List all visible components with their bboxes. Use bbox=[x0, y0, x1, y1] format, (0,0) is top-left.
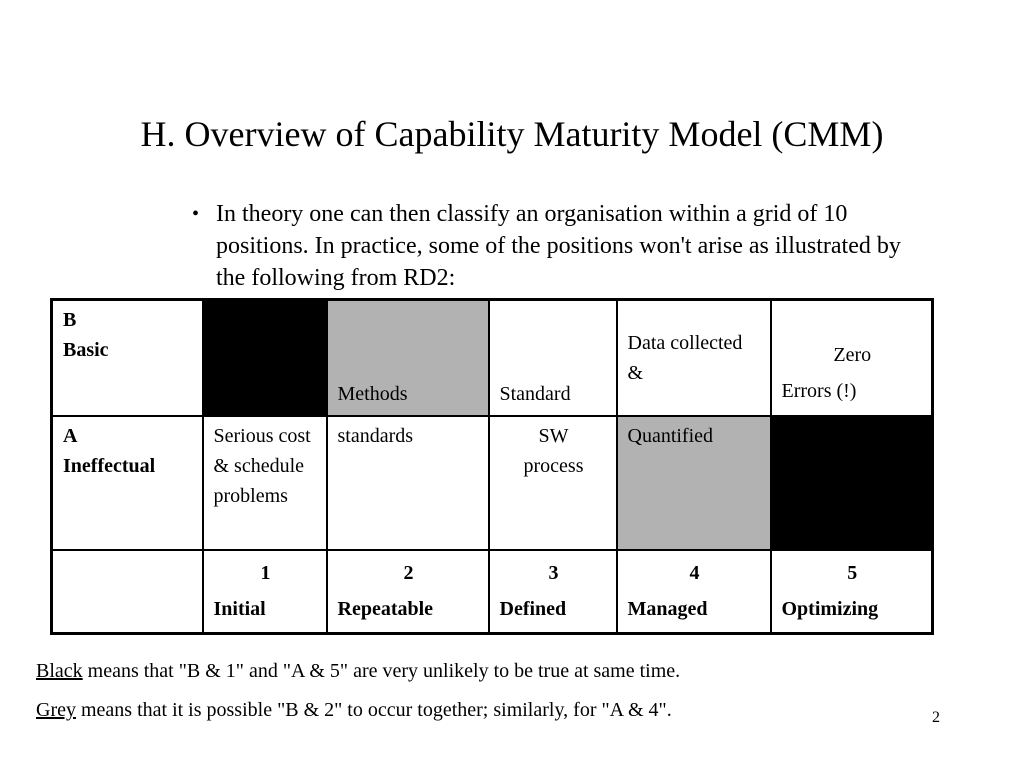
cell-grey-a4 bbox=[617, 416, 771, 550]
level-number: 1 bbox=[260, 561, 271, 584]
level-number: 2 bbox=[403, 561, 414, 584]
cmm-grid-table bbox=[50, 298, 934, 635]
note-black-text: means that "B & 1" and "A & 5" are very unlikely to be true at same time. bbox=[82, 660, 681, 682]
row-header-ineffectual bbox=[52, 416, 203, 550]
cell-text-data-collected: Data collected & bbox=[627, 331, 743, 384]
row-label-ineffectual: Ineffectual bbox=[63, 454, 156, 477]
level-name: Defined bbox=[499, 597, 567, 620]
cell-text-zero: Zero bbox=[833, 343, 872, 366]
level-number: 5 bbox=[847, 561, 858, 584]
cell-text-standard: Standard bbox=[499, 382, 571, 405]
grid-row-ineffectual bbox=[52, 416, 933, 550]
row-header-basic bbox=[52, 300, 203, 416]
level-cell-1 bbox=[203, 550, 327, 634]
grid-row-basic bbox=[52, 300, 933, 416]
level-number: 3 bbox=[548, 561, 559, 584]
cell-b4 bbox=[617, 300, 771, 416]
cell-grey-b2 bbox=[327, 300, 489, 416]
slide-title: H. Overview of Capability Maturity Model (CMM) bbox=[140, 114, 884, 154]
cell-text-methods: Methods bbox=[337, 382, 408, 405]
level-number: 4 bbox=[689, 561, 700, 584]
cell-b5 bbox=[771, 300, 933, 416]
cell-text-serious: Serious cost & schedule problems bbox=[213, 424, 311, 507]
row-letter-b: B bbox=[63, 309, 77, 331]
cell-text-quantified: Quantified bbox=[627, 424, 714, 447]
cell-empty-corner bbox=[52, 550, 203, 634]
cell-text-standards: standards bbox=[337, 424, 414, 447]
level-cell-4 bbox=[617, 550, 771, 634]
cell-text-sw: SW bbox=[538, 424, 569, 447]
cell-black-b1 bbox=[203, 300, 327, 416]
note-black bbox=[36, 658, 680, 684]
page-number: 2 bbox=[932, 709, 940, 726]
cell-a2 bbox=[327, 416, 489, 550]
cell-text-errors: Errors (!) bbox=[781, 379, 857, 402]
bullet-text: In theory one can then classify an organisation within a grid of 10 positions. In practice, some of the positions won't arise as illustrated by the following from RD2: bbox=[216, 201, 901, 291]
note-grey-keyword: Grey bbox=[36, 699, 76, 721]
level-cell-2 bbox=[327, 550, 489, 634]
cell-black-a5 bbox=[771, 416, 933, 550]
row-label-basic: Basic bbox=[63, 339, 109, 361]
note-grey bbox=[36, 697, 672, 723]
note-grey-text: means that it is possible "B & 2" to occur together; similarly, for "A & 4". bbox=[75, 699, 672, 721]
level-name: Managed bbox=[627, 597, 708, 620]
bullet-point bbox=[192, 198, 932, 294]
level-name: Optimizing bbox=[781, 597, 879, 620]
bullet-dot-icon: • bbox=[192, 203, 200, 225]
level-cell-5 bbox=[771, 550, 933, 634]
row-letter-a: A bbox=[63, 424, 78, 447]
level-name: Repeatable bbox=[337, 597, 434, 620]
cell-a3 bbox=[489, 416, 617, 550]
cell-a1 bbox=[203, 416, 327, 550]
cell-b3 bbox=[489, 300, 617, 416]
grid-row-levels bbox=[52, 550, 933, 634]
level-name: Initial bbox=[213, 597, 266, 620]
level-cell-3 bbox=[489, 550, 617, 634]
note-black-keyword: Black bbox=[36, 660, 83, 682]
cell-text-process: process bbox=[523, 454, 584, 477]
